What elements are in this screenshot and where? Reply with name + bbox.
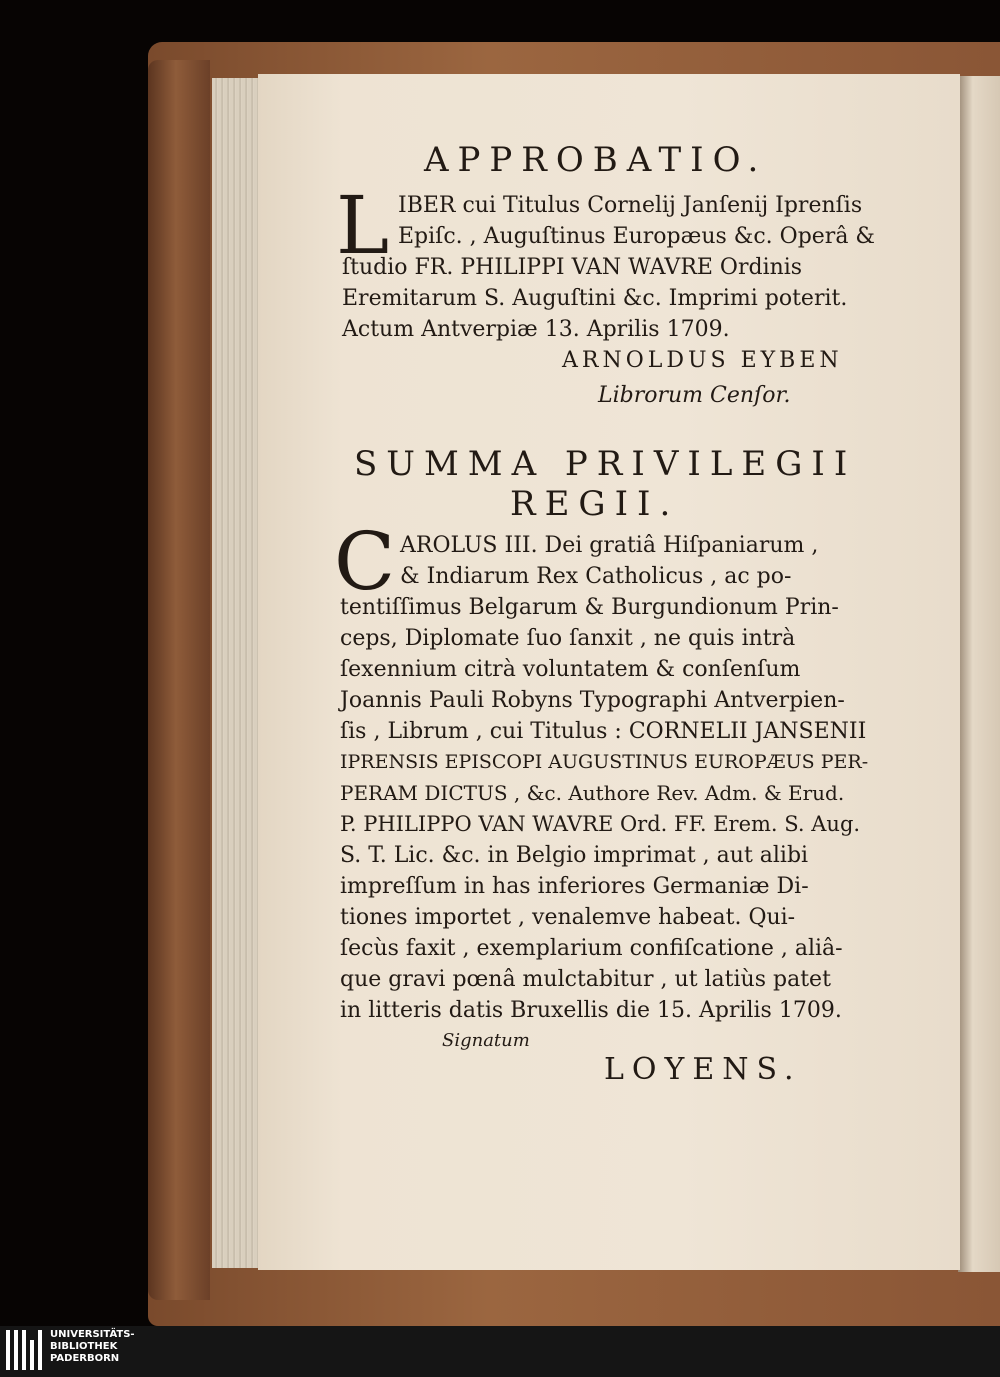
privilegium-line-8: IPRENSIS EPISCOPI AUGUSTINUS EUROPÆUS PER- — [340, 751, 869, 773]
approbatio-line-1: IBER cui Titulus Cornelij Janſenij Iprenſis — [398, 193, 863, 218]
privilegium-line-14: ſecùs faxit , exemplarium confiſcatione , aliâ- — [340, 936, 843, 961]
privilegium-line-2: & Indiarum Rex Catholicus , ac po- — [400, 564, 792, 589]
approbatio-line-5: Actum Antverpiæ 13. Aprilis 1709. — [342, 317, 730, 342]
approbatio-line-4: Eremitarum S. Auguſtini &c. Imprimi poterit. — [342, 286, 848, 311]
library-name-line-2: BIBLIOTHEK — [50, 1341, 118, 1352]
privilegium-heading-2: REGII. — [510, 484, 680, 524]
privilegium-line-12: impreſſum in has inferiores Germaniæ Di- — [340, 874, 809, 899]
privilegium-line-10: P. PHILIPPO VAN WAVRE Ord. FF. Erem. S. Aug. — [340, 812, 861, 836]
approbatio-line-2: Epiſc. , Auguſtinus Europæus &c. Operâ & — [398, 224, 876, 249]
privilegium-line-1: AROLUS III. Dei gratiâ Hiſpaniarum , — [400, 533, 819, 558]
facing-page-edge — [958, 76, 1000, 1272]
privilegium-line-16: in litteris datis Bruxellis die 15. Aprilis 1709. — [340, 998, 842, 1023]
privilegium-line-5: ſexennium citrà voluntatem & conſenſum — [340, 657, 801, 682]
privilegium-line-11: S. T. Lic. &c. in Belgio imprimat , aut alibi — [340, 843, 809, 868]
privilegium-heading-1: SUMMA PRIVILEGII — [354, 444, 857, 484]
privilegium-line-7: ſis , Librum , cui Titulus : CORNELII JANSENII — [340, 719, 867, 744]
library-logo-icon — [6, 1330, 44, 1370]
library-name — [50, 1329, 135, 1365]
privilegium-line-13: tiones importet , venalemve habeat. Qui- — [340, 905, 796, 930]
privilegium-signer: LOYENS. — [604, 1052, 802, 1087]
page-edges — [212, 78, 262, 1268]
approbatio-dropcap: L — [336, 179, 390, 272]
approbatio-signer-title: Librorum Cenſor. — [598, 383, 791, 408]
approbatio-line-3: ſtudio FR. PHILIPPI VAN WAVRE Ordinis — [342, 255, 803, 280]
privilegium-line-4: ceps, Diplomate ſuo ſanxit , ne quis intrà — [340, 626, 796, 651]
approbatio-heading: APPROBATIO. — [424, 140, 768, 180]
approbatio-signer-name: ARNOLDUS EYBEN — [562, 348, 843, 373]
privilegium-line-6: Joannis Pauli Robyns Typographi Antverpien- — [340, 688, 845, 713]
privilegium-dropcap: C — [334, 515, 396, 608]
privilegium-line-3: tentiſſimus Belgarum & Burgundionum Prin- — [340, 595, 839, 620]
privilegium-line-9: PERAM DICTUS , &c. Authore Rev. Adm. & Erud. — [340, 781, 845, 805]
library-name-line-1: UNIVERSITÄTS- — [50, 1329, 135, 1340]
library-footer — [0, 1326, 1000, 1377]
privilegium-line-15: que gravi pœnâ mulctabitur , ut latiùs patet — [340, 967, 831, 992]
book-spine — [148, 60, 210, 1300]
library-name-line-3: PADERBORN — [50, 1353, 120, 1364]
signatum-label: Signatum — [442, 1030, 530, 1051]
